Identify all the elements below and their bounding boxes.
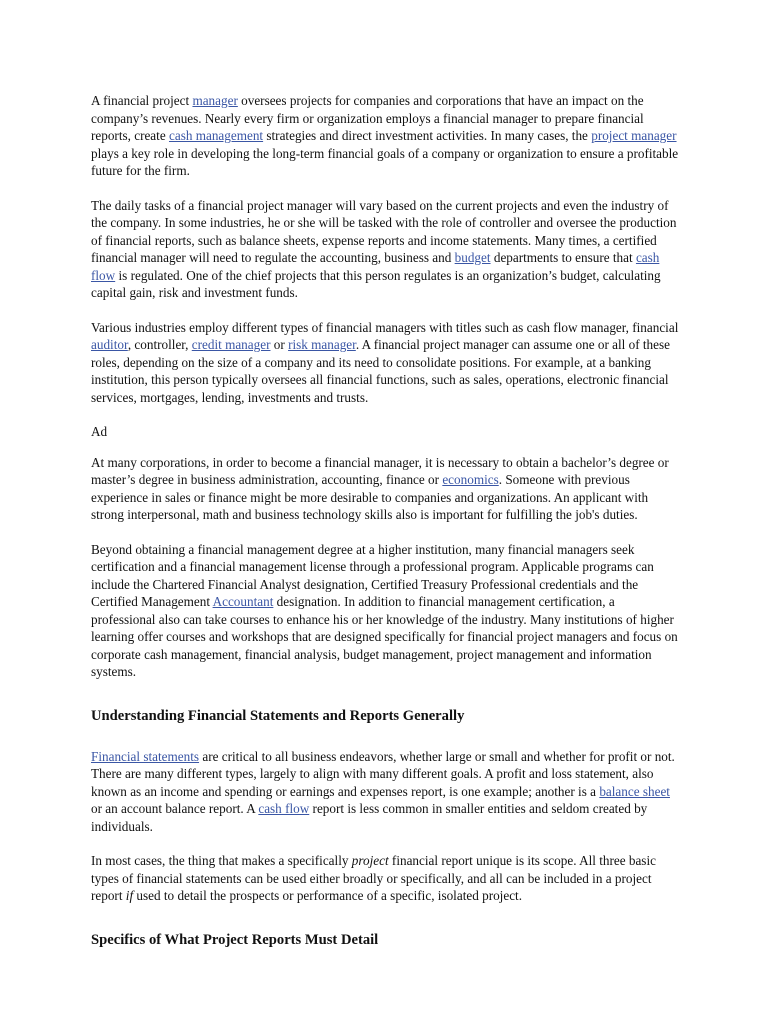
text-run: departments to ensure that <box>490 250 636 265</box>
emphasis-text: if <box>125 888 134 903</box>
inline-link[interactable]: auditor <box>91 337 128 352</box>
statements-paragraphs <box>91 748 681 905</box>
text-run: report is less common in smaller entities and seldom created by individuals. <box>91 801 648 834</box>
text-run: A financial project <box>91 93 193 108</box>
text-run: Various industries employ different types of financial managers with titles such as cash flow manager, financial <box>91 319 679 335</box>
text-run: In most cases, the thing that makes a specifically <box>91 853 352 868</box>
paragraph <box>91 92 681 180</box>
text-run: used to detail the prospects or performance of a specific, isolated project. <box>133 888 523 903</box>
inline-link[interactable]: manager <box>192 93 238 108</box>
inline-link[interactable]: budget <box>454 250 491 265</box>
inline-link[interactable]: economics <box>442 472 499 487</box>
emphasis-text: project <box>351 853 389 868</box>
text-run: . Someone with previous experience in sales or finance might be more desirable to companies and organizations. An applicant with strong interpersonal, math and business technology skills also is important for fulfilling the job's duties. <box>91 472 649 522</box>
text-run: are critical to all business endeavors, whether large or small and whether for profit or not. There are many different types, largely to align with many different goals. A profit and loss statement, also known as an income and spending or earnings and expenses report, is one example; another is a <box>91 748 675 799</box>
inline-link[interactable]: Accountant <box>212 594 274 609</box>
inline-link[interactable]: risk manager <box>288 337 356 352</box>
paragraph <box>91 454 681 524</box>
section-heading-project-reports: Specifics of What Project Reports Must Detail <box>91 931 379 948</box>
text-run: , controller, <box>127 337 192 352</box>
article-body <box>91 92 681 972</box>
intro-paragraphs <box>91 92 681 406</box>
paragraph <box>91 541 681 681</box>
inline-link[interactable]: cash management <box>168 128 264 143</box>
text-run: or <box>270 337 289 352</box>
text-run: The daily tasks of a financial project manager will vary based on the current projects and even the industry of the company. In some industries, he or she will be tasked with the role of controller and oversee the production of financial reports, such as balance sheets, expense reports and income statements. Many times, a certified financial manager will need to regulate the accounting, business and <box>91 197 677 265</box>
text-run: At many corporations, in order to become a financial manager, it is necessary to obtain a bachelor’s degree or master’s degree in business administration, accounting, finance or <box>91 454 669 487</box>
inline-link[interactable]: credit manager <box>191 337 271 352</box>
inline-link[interactable]: cash flow <box>91 250 660 283</box>
text-run: plays a key role in developing the long-term financial goals of a company or organization to ensure a profitable future for the firm. <box>91 145 679 178</box>
paragraph <box>91 197 681 302</box>
paragraph <box>91 748 681 836</box>
inline-link[interactable]: project manager <box>591 128 677 143</box>
inline-link[interactable]: cash flow <box>258 801 310 816</box>
section-heading-financial-statements: Understanding Financial Statements and Reports Generally <box>91 707 465 724</box>
paragraph <box>91 852 681 905</box>
text-run: is regulated. One of the chief projects that this person regulates is an organization’s budget, calculating capital gain, risk and investment funds. <box>91 267 661 300</box>
paragraph <box>91 319 681 407</box>
ad-label: Ad <box>91 424 108 439</box>
text-run: strategies and direct investment activities. In many cases, the <box>263 128 592 143</box>
text-run: . A financial project manager can assume one or all of these roles, depending on the size of a company and its need to consolidate positions. For example, at a banking institution, this person typically oversees all financial functions, such as sales, operations, electronic financial services, mortgages, lending, investments and trusts. <box>91 337 670 405</box>
inline-link[interactable]: Financial statements <box>91 748 200 764</box>
career-paragraphs <box>91 454 681 681</box>
text-run: designation. In addition to financial management certification, a professional also can take courses to enhance his or her knowledge of the industry. Many institutions of higher learning offer courses and workshops that are designed specifically for financial project managers and focus on corporate cash management, financial analysis, budget management, project management and information systems. <box>91 594 678 679</box>
text-run: financial report unique is its scope. All three basic types of financial statements can be used either broadly or specifically, and all can be included in a project report <box>91 853 656 903</box>
inline-link[interactable]: balance sheet <box>599 783 670 799</box>
text-run: or an account balance report. A <box>91 801 259 816</box>
text-run: Beyond obtaining a financial management degree at a higher institution, many financial managers seek certification and a financial management license through a professional program. Applicable programs can include the Chartered Financial Analyst designation, Certified Treasury Professional credentials and the Certified Management <box>91 541 654 609</box>
text-run: oversees projects for companies and corporations that have an impact on the company’s revenues. Nearly every firm or organization employs a financial manager to prepare financial reports, create <box>91 93 644 143</box>
